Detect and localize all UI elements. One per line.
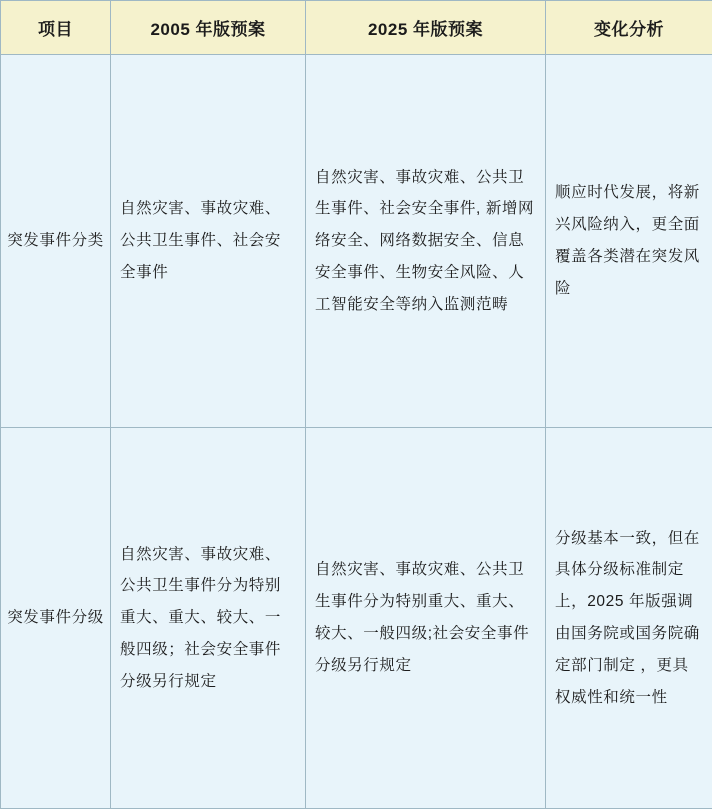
table-header	[1, 1, 712, 55]
table-row	[1, 428, 712, 809]
cell-grading-analysis: 分级基本一致，但在具体分级标准制定上，2025 年版强调由国务院或国务院确定部门制定 ，更具权威性和统一性	[546, 428, 712, 809]
row-label-classification: 突发事件分类	[1, 55, 111, 428]
table-body	[1, 55, 712, 809]
cell-classification-plan-2025: 自然灾害、事故灾难、公共卫生事件、社会安全事件, 新增网络安全、网络数据安全、信息安全事件、生物安全风险、人工智能安全等纳入监测范畴	[306, 55, 546, 428]
column-header-plan-2005: 2005 年版预案	[111, 1, 306, 55]
column-header-analysis: 变化分析	[546, 1, 712, 55]
cell-classification-plan-2005: 自然灾害、事故灾难、公共卫生事件、社会安全事件	[111, 55, 306, 428]
table-header-row	[1, 1, 712, 55]
table-row	[1, 55, 712, 428]
column-header-item: 项目	[1, 1, 111, 55]
row-label-grading: 突发事件分级	[1, 428, 111, 809]
column-header-plan-2025: 2025 年版预案	[306, 1, 546, 55]
cell-grading-plan-2025: 自然灾害、事故灾难、公共卫生事件分为特别重大、重大、较大、一般四级;社会安全事件分级另行规定	[306, 428, 546, 809]
cell-classification-analysis: 顺应时代发展，将新兴风险纳入，更全面覆盖各类潜在突发风险	[546, 55, 712, 428]
cell-grading-plan-2005: 自然灾害、事故灾难、公共卫生事件分为特别重大、重大、较大、一般四级；社会安全事件分级另行规定	[111, 428, 306, 809]
